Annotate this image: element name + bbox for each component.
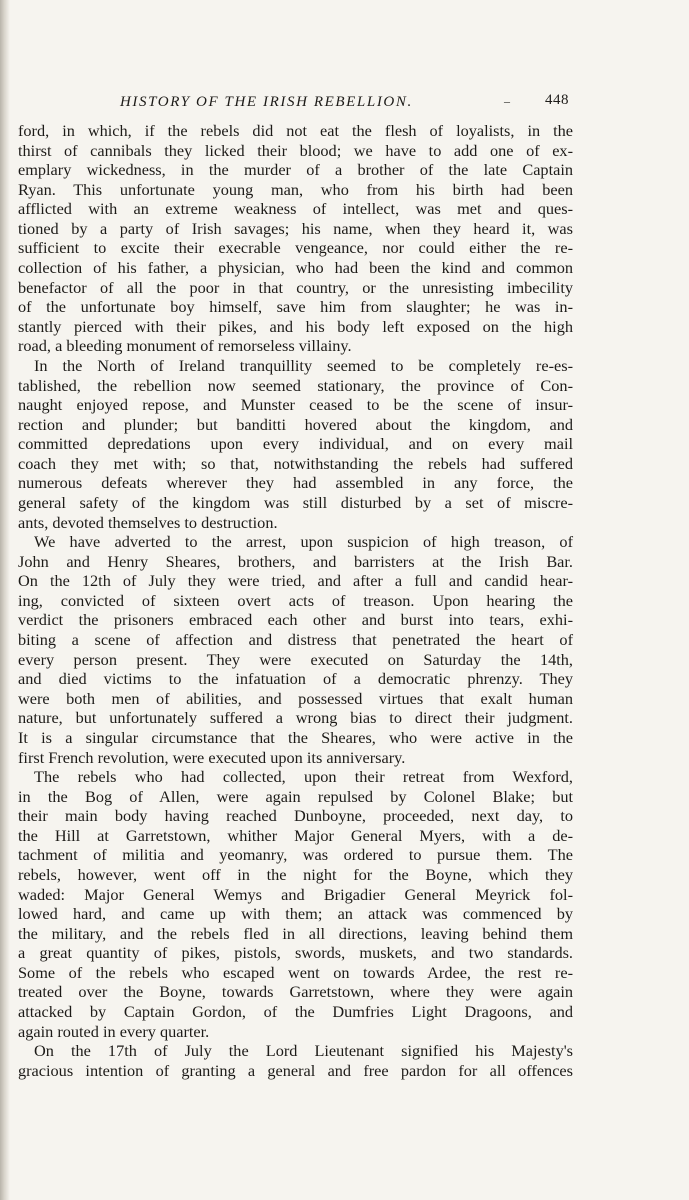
- text-line: the Hill at Garretstown, whither Major General Myers, with a de-: [18, 825, 573, 845]
- text-line: afflicted with an extreme weakness of intellect, was met and ques-: [18, 199, 573, 219]
- text-line: first French revolution, were executed upon its anniversary.: [18, 747, 406, 767]
- running-head-mark: –: [504, 94, 512, 108]
- text-line: stantly pierced with their pikes, and his body left exposed on the high: [18, 316, 573, 336]
- body-text: [18, 121, 573, 1080]
- text-line: a great quantity of pikes, pistols, swords, muskets, and two standards.: [18, 943, 573, 963]
- text-line: The rebels who had collected, upon their retreat from Wexford,: [34, 767, 573, 787]
- text-line: attacked by Captain Gordon, of the Dumfries Light Dragoons, and: [18, 1002, 573, 1022]
- text-line: tachment of militia and yeomanry, was ordered to pursue them. The: [18, 845, 573, 865]
- text-line: On the 12th of July they were tried, and after a full and candid hear-: [18, 571, 573, 591]
- text-line: rebels, however, went off in the night for the Boyne, which they: [18, 864, 573, 884]
- text-line: In the North of Ireland tranquillity seemed to be completely re-es-: [34, 355, 573, 375]
- text-line: treated over the Boyne, towards Garretstown, where they were again: [18, 982, 573, 1002]
- text-line: again routed in every quarter.: [18, 1021, 210, 1041]
- text-line: nature, but unfortunately suffered a wrong bias to direct their judgment.: [18, 708, 573, 728]
- text-line: verdict the prisoners embraced each other and burst into tears, exhi-: [18, 610, 573, 630]
- text-line: It is a singular circumstance that the Sheares, who were active in the: [18, 727, 573, 747]
- text-line: emplary wickedness, in the murder of a brother of the late Captain: [18, 160, 573, 180]
- book-page: [18, 92, 573, 1080]
- text-line: We have adverted to the arrest, upon suspicion of high treason, of: [34, 532, 573, 552]
- text-line: lowed hard, and came up with them; an attack was commenced by: [18, 904, 573, 924]
- text-line: of the unfortunate boy himself, save him from slaughter; he was in-: [18, 297, 573, 317]
- text-line: every person present. They were executed on Saturday the 14th,: [18, 649, 573, 669]
- text-line: ford, in which, if the rebels did not eat the flesh of loyalists, in the: [18, 121, 573, 140]
- text-line: rection and plunder; but banditti hovered about the kingdom, and: [18, 414, 573, 434]
- text-line: tioned by a party of Irish savages; his name, when they heard it, was: [18, 218, 573, 238]
- text-line: collection of his father, a physician, who had been the kind and common: [18, 258, 573, 278]
- text-line: and died victims to the infatuation of a democratic phrenzy. They: [18, 669, 573, 689]
- text-line: were both men of abilities, and possessed virtues that exalt human: [18, 688, 573, 708]
- text-line: benefactor of all the poor in that country, or the unresisting imbecility: [18, 277, 573, 297]
- text-line: biting a scene of affection and distress that penetrated the heart of: [18, 630, 573, 650]
- text-line: tablished, the rebellion now seemed stationary, the province of Con-: [18, 375, 573, 395]
- text-line: On the 17th of July the Lord Lieutenant signified his Majesty's: [34, 1041, 573, 1061]
- text-line: gracious intention of granting a general and free pardon for all offences: [18, 1060, 573, 1080]
- page-binding-edge: [0, 0, 10, 1200]
- text-line: Some of the rebels who escaped went on towards Ardee, the rest re-: [18, 962, 573, 982]
- running-head-title: HISTORY OF THE IRISH REBELLION.: [120, 94, 413, 110]
- text-line: thirst of cannibals they licked their blood; we have to add one of ex-: [18, 140, 573, 160]
- text-line: coach they met with; so that, notwithstanding the rebels had suffered: [18, 453, 573, 473]
- text-line: numerous defeats wherever they had assembled in any force, the: [18, 473, 573, 493]
- text-line: naught enjoyed repose, and Munster ceased to be the scene of insur-: [18, 395, 573, 415]
- text-line: ants, devoted themselves to destruction.: [18, 512, 278, 532]
- text-line: the military, and the rebels fled in all directions, leaving behind them: [18, 923, 573, 943]
- text-line: their main body having reached Dunboyne, proceeded, next day, to: [18, 806, 573, 826]
- text-line: sufficient to excite their execrable vengeance, nor could either the re-: [18, 238, 573, 258]
- text-line: in the Bog of Allen, were again repulsed by Colonel Blake; but: [18, 786, 573, 806]
- text-line: Ryan. This unfortunate young man, who from his birth had been: [18, 179, 573, 199]
- text-line: road, a bleeding monument of remorseless villainy.: [18, 336, 352, 356]
- text-line: committed depredations upon every individual, and on every mail: [18, 434, 573, 454]
- page-number: 448: [545, 92, 569, 108]
- text-line: general safety of the kingdom was still disturbed by a set of miscre-: [18, 492, 573, 512]
- text-line: ing, convicted of sixteen overt acts of treason. Upon hearing the: [18, 590, 573, 610]
- text-line: John and Henry Sheares, brothers, and barristers at the Irish Bar.: [18, 551, 573, 571]
- text-line: waded: Major General Wemys and Brigadier General Meyrick fol-: [18, 884, 573, 904]
- running-head: [18, 92, 573, 118]
